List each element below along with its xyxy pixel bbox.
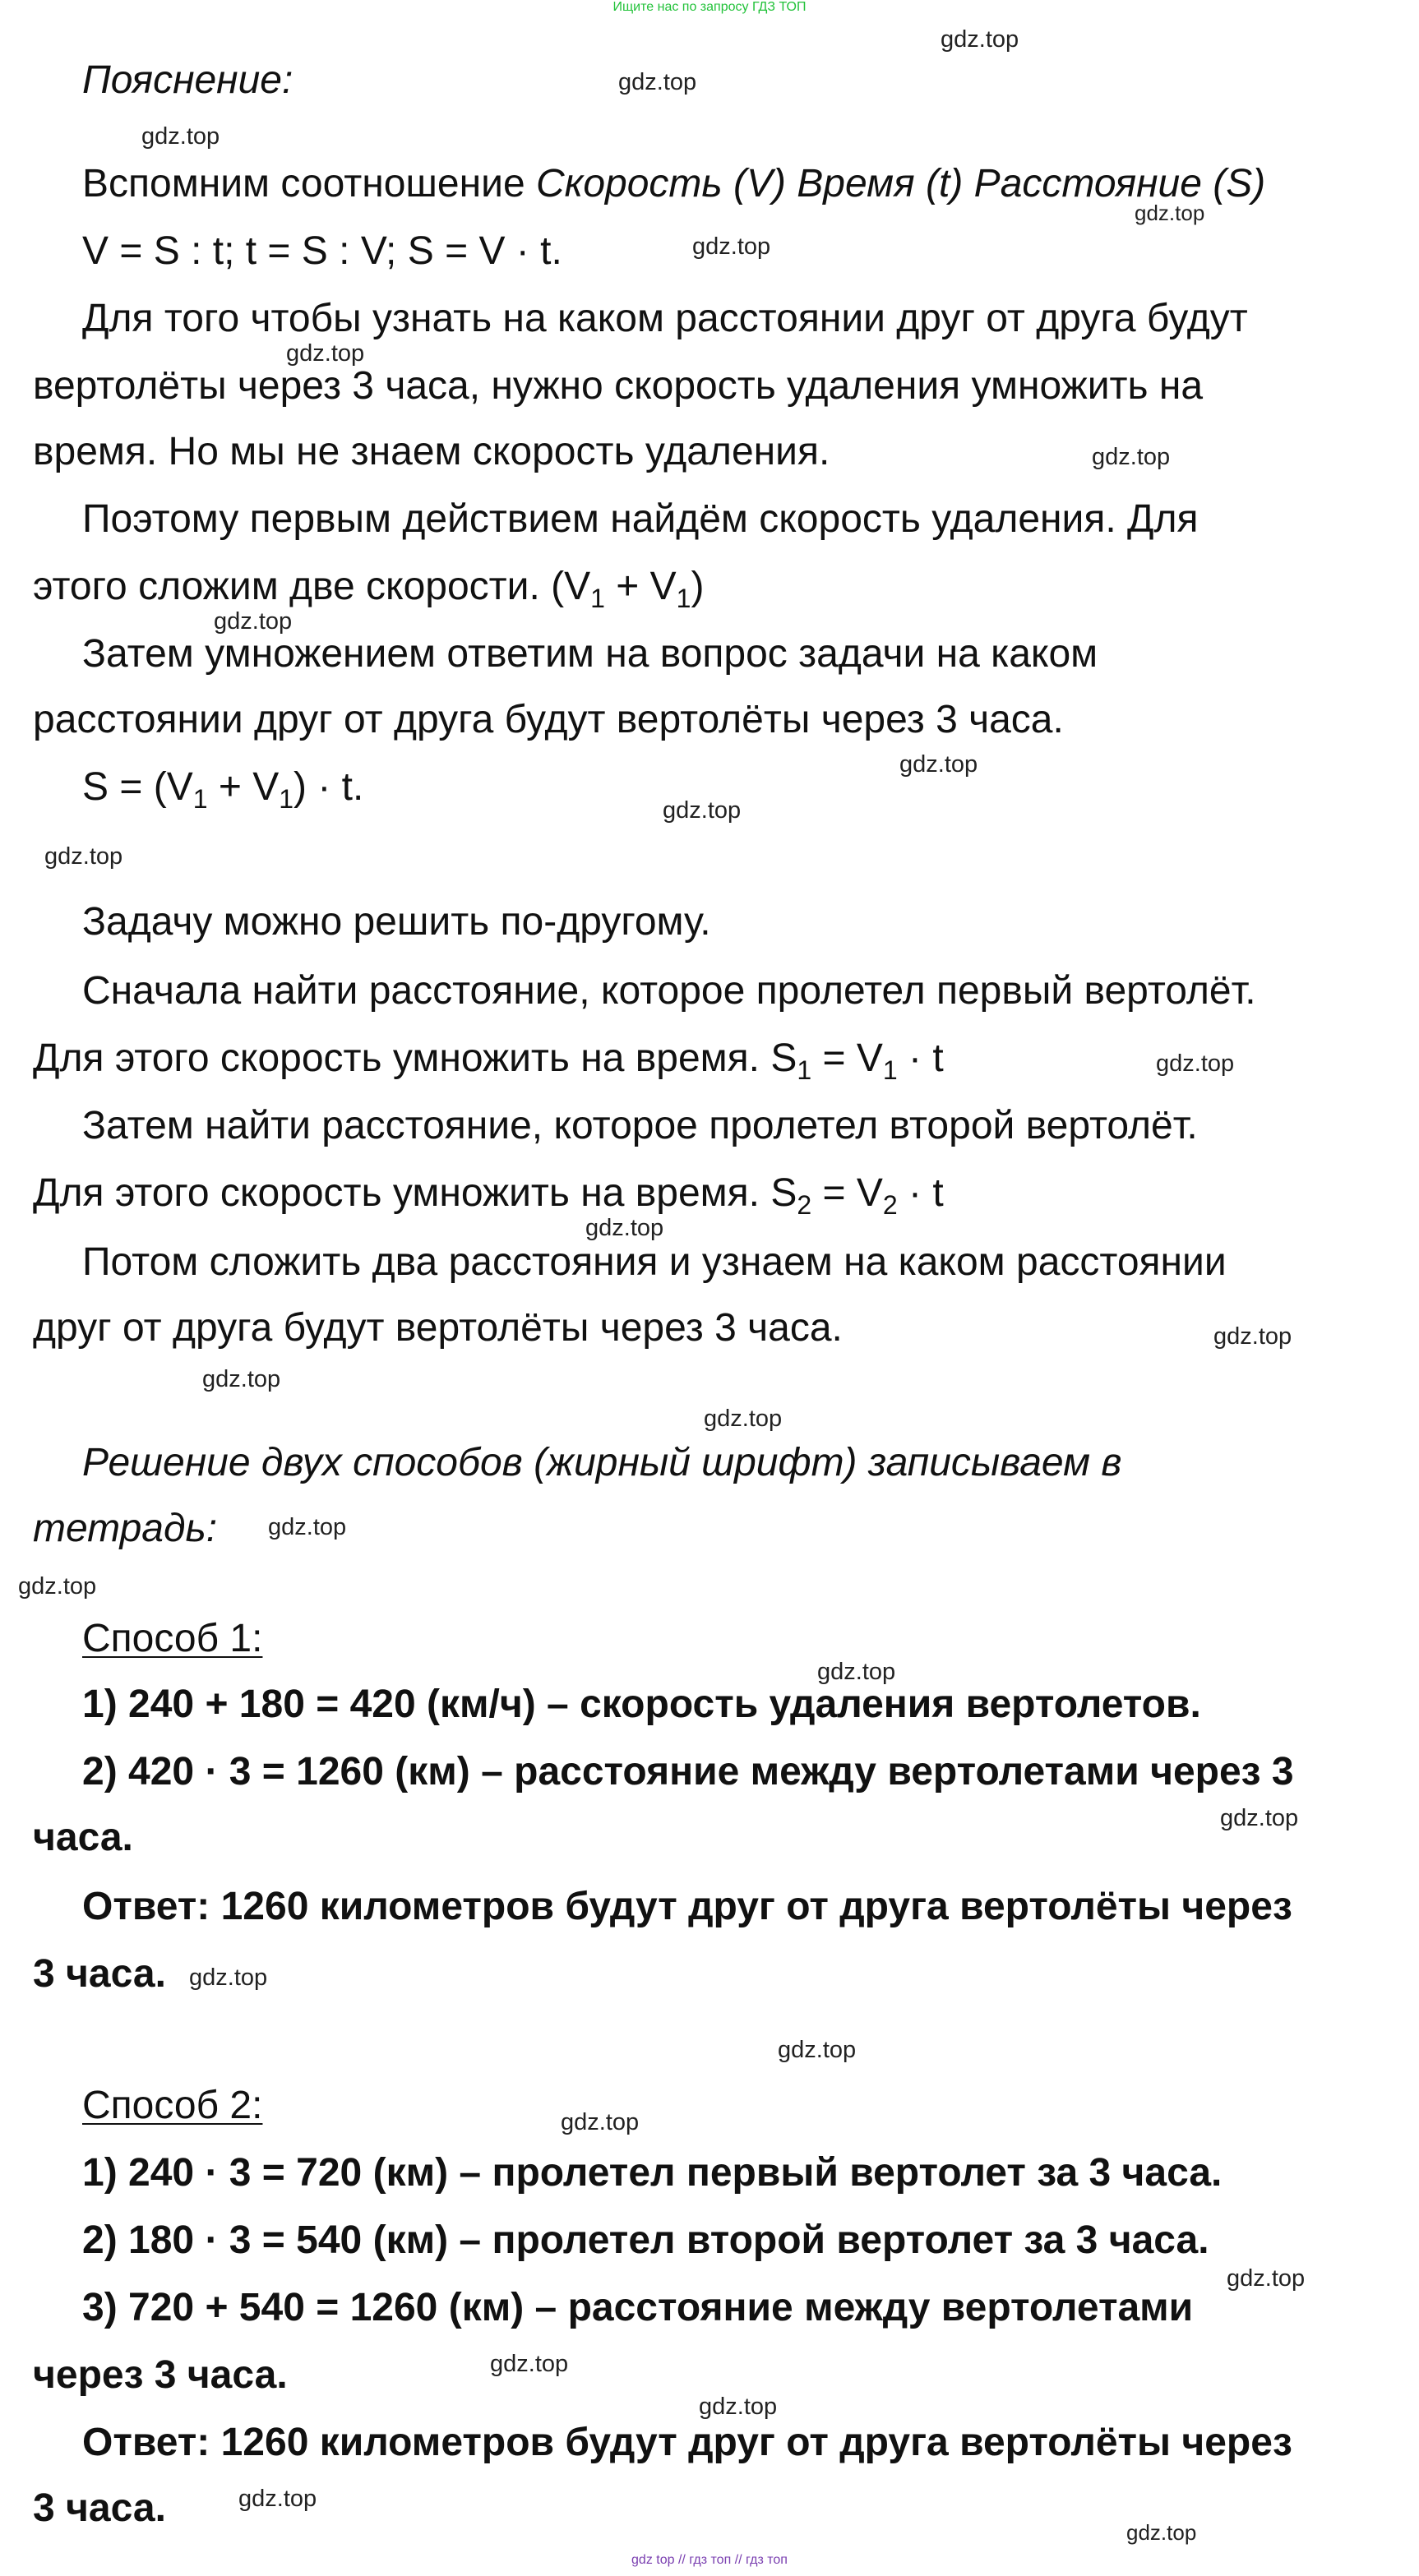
p9-line-1: Решение двух способов (жирный шрифт) записываем в: [82, 1441, 1122, 1484]
p2-line-3: время. Но мы не знаем скорость удаления.: [33, 430, 830, 473]
p6-text: Для этого скорость умножить на время. S: [33, 1036, 797, 1080]
p3-text: этого сложим две скорости. (V: [33, 565, 591, 608]
watermark: gdz.top: [18, 1573, 97, 1600]
watermark: gdz.top: [268, 1514, 347, 1540]
method1-title: Способ 1:: [82, 1617, 263, 1660]
formulas-line: V = S : t; t = S : V; S = V · t.: [82, 229, 562, 273]
p3-line-1: Поэтому первым действием найдём скорость удаления. Для: [82, 497, 1199, 541]
watermark: gdz.top: [941, 26, 1019, 53]
p3-plus: + V: [604, 565, 677, 608]
method1-step2b: часа.: [33, 1816, 133, 1859]
watermark: gdz.top: [1092, 444, 1171, 470]
watermark: gdz.top: [1213, 1323, 1292, 1350]
method2-step1: 1) 240 · 3 = 720 (км) – пролетел первый вертолет за 3 часа.: [82, 2151, 1223, 2195]
relation-text: Вспомним соотношение: [82, 162, 536, 205]
watermark: gdz.top: [1227, 2265, 1306, 2292]
top-banner[interactable]: Ищите нас по запросу ГДЗ ТОП: [612, 0, 807, 14]
watermark: gdz.top: [704, 1406, 783, 1432]
method1-answer-a: Ответ: 1260 километров будут друг от друга вертолёты через: [82, 1885, 1292, 1928]
watermark: gdz.top: [618, 69, 697, 95]
p2-line-2: вертолёты через 3 часа, нужно скорость удаления умножить на: [33, 364, 1204, 408]
watermark: gdz.top: [44, 843, 123, 870]
p3-close: ): [691, 565, 705, 608]
watermark: gdz.top: [1156, 1050, 1235, 1077]
p8-line-2: друг от друга будут вертолёты через 3 часа.: [33, 1306, 843, 1350]
p7-line-1: Затем найти расстояние, которое пролетел второй вертолёт.: [82, 1104, 1198, 1147]
watermark: gdz.top: [214, 608, 293, 635]
p2-line-1: Для того чтобы узнать на каком расстоянии друг от друга будут: [82, 297, 1248, 340]
p7-text: Для этого скорость умножить на время. S: [33, 1171, 797, 1215]
watermark: gdz.top: [817, 1659, 896, 1685]
watermark: gdz.top: [202, 1366, 281, 1392]
watermark: gdz.top: [1135, 201, 1205, 225]
watermark: gdz.top: [585, 1215, 664, 1241]
p7-dot: · t: [897, 1171, 944, 1215]
method2-answer-a: Ответ: 1260 километров будут друг от друга вертолёты через: [82, 2421, 1292, 2464]
watermark: gdz.top: [692, 233, 771, 260]
p3-line-2: [33, 562, 1398, 612]
method2-step3a: 3) 720 + 540 = 1260 (км) – расстояние между вертолетами: [82, 2286, 1194, 2329]
p7-eq: = V: [811, 1171, 883, 1215]
bottom-banner[interactable]: gdz top // гдз топ // гдз топ: [631, 2553, 788, 2567]
subscript: 1: [192, 784, 208, 814]
subscript: 2: [882, 1190, 898, 1220]
method2-step3b: через 3 часа.: [33, 2353, 288, 2397]
watermark: gdz.top: [238, 2486, 317, 2512]
heading: Пояснение:: [82, 58, 294, 102]
watermark: gdz.top: [141, 123, 220, 150]
subscript: 1: [676, 584, 691, 613]
watermark: gdz.top: [561, 2109, 640, 2135]
method1-step1: 1) 240 + 180 = 420 (км/ч) – скорость удаления вертолетов.: [82, 1683, 1201, 1726]
subscript: 2: [797, 1190, 812, 1220]
watermark: gdz.top: [189, 1964, 268, 1991]
p6-dot: · t: [897, 1036, 944, 1080]
subscript: 1: [882, 1055, 898, 1085]
subscript: 1: [797, 1055, 812, 1085]
p7-line-2: [33, 1169, 1398, 1218]
subscript: 1: [590, 584, 605, 613]
p6-eq: = V: [811, 1036, 883, 1080]
watermark: gdz.top: [286, 340, 365, 367]
paragraph-relation: [82, 159, 1419, 209]
watermark: gdz.top: [1220, 1805, 1299, 1831]
watermark: gdz.top: [663, 797, 742, 824]
subscript: 1: [279, 784, 294, 814]
watermark: gdz.top: [778, 2037, 857, 2063]
method2-answer-b: 3 часа.: [33, 2486, 166, 2530]
formula-s-mid: + V: [207, 765, 280, 809]
formula-s-start: S = (V: [82, 765, 193, 809]
watermark: gdz.top: [1126, 2520, 1197, 2545]
formula-s-end: ) · t.: [294, 765, 364, 809]
method2-step2: 2) 180 · 3 = 540 (км) – пролетел второй вертолет за 3 часа.: [82, 2218, 1209, 2262]
watermark: gdz.top: [699, 2394, 778, 2420]
p8-line-1: Потом сложить два расстояния и узнаем на каком расстоянии: [82, 1240, 1227, 1284]
method1-step2a: 2) 420 · 3 = 1260 (км) – расстояние между вертолетами через 3: [82, 1750, 1294, 1794]
watermark: gdz.top: [899, 751, 978, 778]
watermark: gdz.top: [490, 2351, 569, 2377]
relation-italic: Скорость (V) Время (t) Расстояние (S): [535, 162, 1266, 205]
p9-line-2: тетрадь:: [33, 1507, 218, 1550]
p4-line-1: Затем умножением ответим на вопрос задачи на каком: [82, 632, 1098, 676]
method1-answer-b: 3 часа.: [33, 1952, 166, 1996]
p5-line: Задачу можно решить по-другому.: [82, 900, 711, 944]
formula-s: [82, 763, 1419, 812]
method2-title: Способ 2:: [82, 2084, 263, 2127]
p6-line-1: Сначала найти расстояние, которое пролетел первый вертолёт.: [82, 969, 1256, 1013]
p4-line-2: расстоянии друг от друга будут вертолёты через 3 часа.: [33, 698, 1064, 741]
